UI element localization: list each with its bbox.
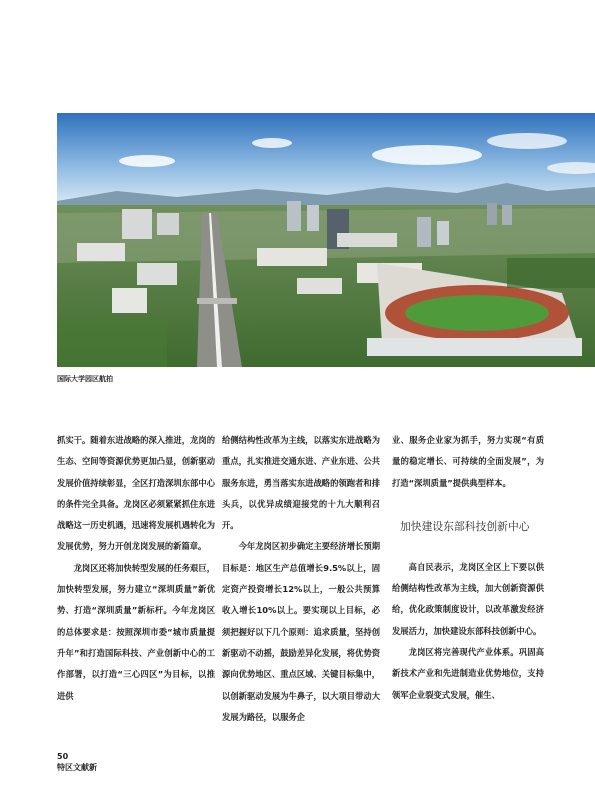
paragraph: 给侧结构性改革为主线，以落实东进战略为重点，扎实推进交通东进、产业东进、公共服务东进，勇当落实东进战略的领跑者和排头兵，以优异成绩迎接党的十九大顺利召开。 [222, 435, 380, 531]
article-column-2 [222, 430, 380, 728]
article-column-1 [57, 430, 215, 707]
paragraph: 高自民表示，龙岗区全区上下要以供给侧结构性改革为主线，加大创新资源供给，优化政策制度设计，以改革激发经济发展活力，加快建设东部科技创新中心。 [392, 561, 544, 636]
paragraph: 业、服务企业家为抓手，努力实现“有质量的稳定增长、可持续的全面发展”，为打造“深圳质量”提供典型样本。 [392, 435, 544, 488]
aerial-photo-illustration [57, 113, 595, 367]
paragraph: 今年龙岗区初步确定主要经济增长预期目标是：地区生产总值增长9.5%以上，固定资产投资增长12%以上，一般公共预算收入增长10%以上。要实现以上目标，必须把握好以下几个原则：追求质量，坚持创新驱动不动摇，鼓励差异化发展，将优势资源向优势地区、重点区域、关键目标集中，以创新驱动发展为牛鼻子，以大项目带动大发展为路径，以服务企 [222, 541, 380, 722]
page-number: 50 [57, 752, 69, 761]
article-column-3 [392, 430, 544, 706]
paragraph: 抓实干。随着东进战略的深入推进，龙岗的生态、空间等资源优势更加凸显，创新驱动发展价值持续彰显，全区打造深圳东部中心的条件完全具备。龙岗区必须紧紧抓住东进战略这一历史机遇，迅速将发展机遇转化为发展优势，努力开创龙岗发展的新篇章。 [57, 435, 215, 552]
section-heading: 加快建设东部科技创新中心 [400, 519, 530, 533]
photo-caption: 国际大学园区航拍 [57, 375, 113, 383]
aerial-photo [57, 113, 595, 367]
paragraph: 龙岗区还将加快转型发展的任务艰巨，加快转型发展，努力建立“深圳质量”新优势、打造“深圳质量”新标杆。今年龙岗区的总体要求是：按照深圳市委“城市质量提升年”和打造国际科技、产业创新中心的工作部署，以打造“三心四区”为目标，以推进供 [57, 562, 215, 701]
paragraph: 龙岗区将完善现代产业体系。巩固高新技术产业和先进制造业优势地位，支持领军企业裂变式发展，催生、 [392, 647, 544, 700]
page-footer [57, 752, 97, 773]
magazine-name: 特区文献新 [57, 762, 97, 772]
